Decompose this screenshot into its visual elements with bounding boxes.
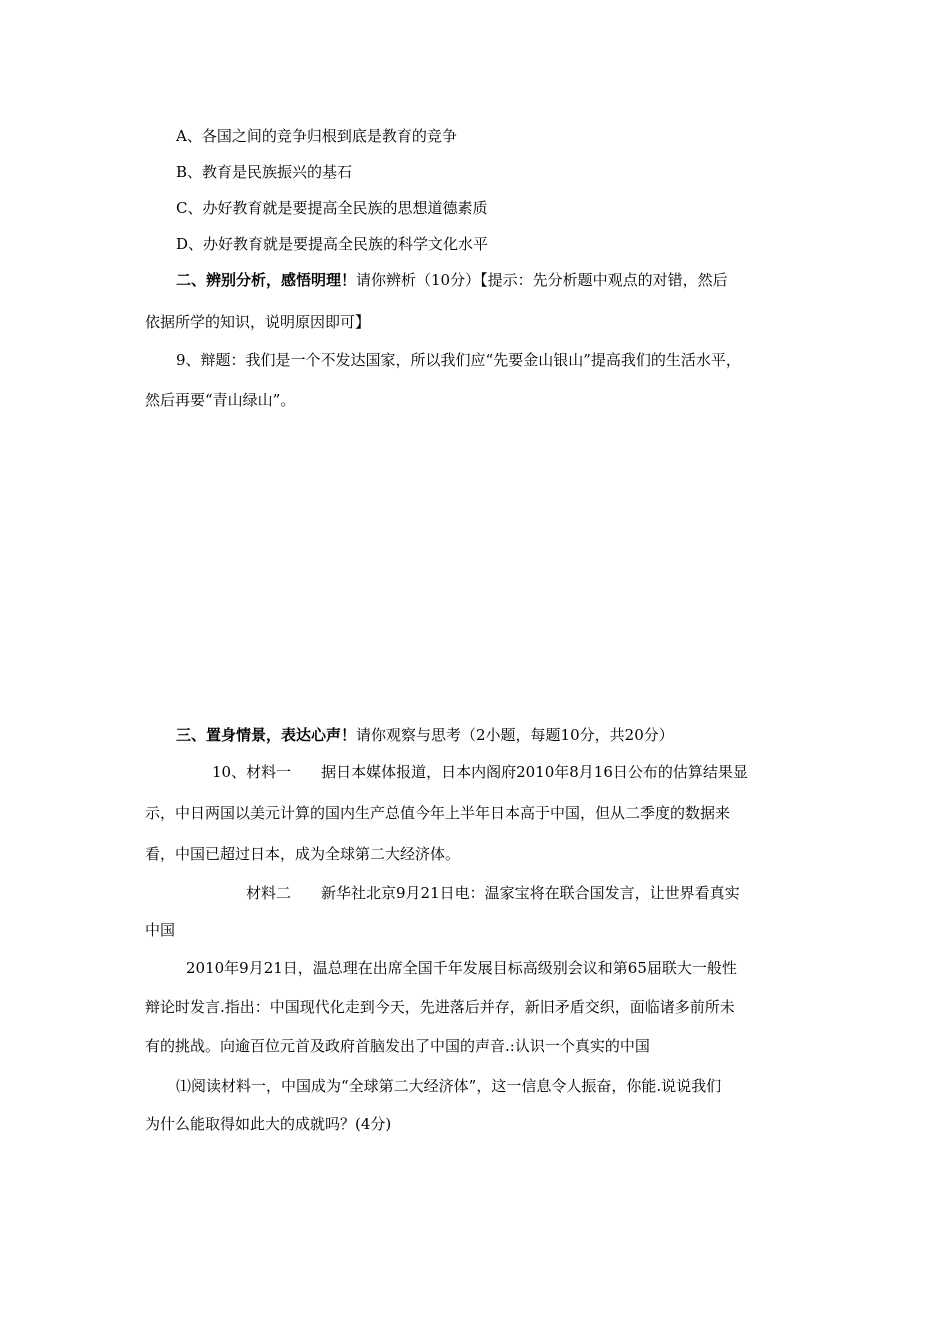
section-3-heading: 三、置身情景，表达心声！ — [176, 726, 357, 744]
material-1-line-2: 示，中日两国以美元计算的国内生产总值今年上半年日本高于中国，但从二季度的数据来 — [145, 804, 731, 822]
material-2-line-4: 辩论时发言.指出：中国现代化走到今天，先进落后并存，新旧矛盾交织，面临诸多前所未 — [145, 998, 735, 1016]
sub-question-1-line-1: ⑴阅读材料一，中国成为“全球第二大经济体”，这一信息令人振奋，你能.说说我们 — [176, 1077, 722, 1095]
section-2-line-1 — [176, 270, 728, 290]
material-2-line-5: 有的挑战。向逾百位元首及政府首脑发出了中国的声音.:认识一个真实的中国 — [145, 1037, 650, 1055]
material-2-line-1: 材料二 新华社北京9月21日电：温家宝将在联合国发言，让世界看真实 — [246, 884, 740, 902]
material-1-line-1: 10、材料一 据日本媒体报道，日本内阁府2010年8月16日公布的估算结果显 — [212, 763, 748, 781]
question-9-line-2: 然后再要“青山绿山”。 — [145, 391, 296, 409]
material-1-line-3: 看，中国已超过日本，成为全球第二大经济体。 — [145, 845, 461, 863]
option-b: B、教育是民族振兴的基石 — [176, 163, 353, 181]
question-9-line-1: 9、辩题：我们是一个不发达国家，所以我们应“先要金山银山”提高我们的生活水平， — [176, 351, 741, 369]
option-c: C、办好教育就是要提高全民族的思想道德素质 — [176, 199, 488, 217]
section-3-line — [176, 725, 674, 745]
option-d: D、办好教育就是要提高全民族的科学文化水平 — [176, 235, 489, 253]
section-2-line-2: 依据所学的知识，说明原因即可】 — [145, 313, 371, 331]
material-2-line-3: 2010年9月21日，温总理在出席全国千年发展目标高级别会议和第65届联大一般性 — [186, 959, 737, 977]
material-2-line-2: 中国 — [145, 921, 176, 939]
section-3-instructions: 请你观察与思考（2小题，每题10分，共20分） — [356, 726, 674, 744]
option-a: A、各国之间的竞争归根到底是教育的竞争 — [176, 127, 457, 145]
section-2-heading: 二、辨别分析，感悟明理！ — [176, 271, 357, 289]
sub-question-1-line-2: 为什么能取得如此大的成就吗？(4分) — [145, 1115, 392, 1133]
section-2-instructions: 请你辨析（10分）【提示：先分析题中观点的对错，然后 — [356, 271, 728, 289]
